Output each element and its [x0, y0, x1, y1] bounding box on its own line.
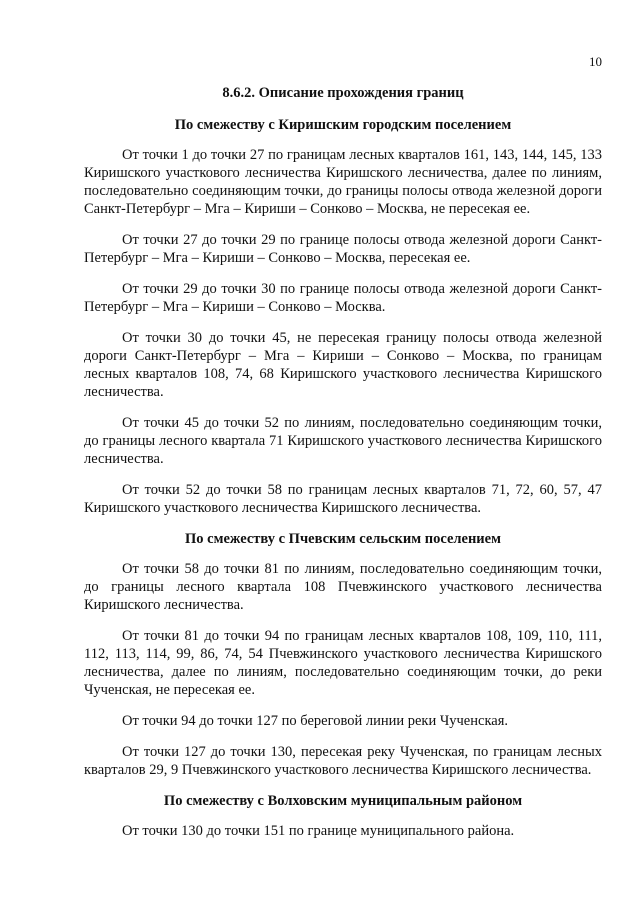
section-title: По смежеству с Киришским городским поселением: [174, 117, 512, 133]
paragraph: От точки 1 до точки 27 по границам лесных кварталов 161, 143, 144, 145, 133 Киришского участкового лесничества Киришского лесничества, далее по линиям, последовательно соединяющим точки, до границы полосы отвода железной дороги Санкт-Петербург – Мга – Кириши – Сонково – Москва, не пересекая ее.: [84, 147, 602, 217]
section-title: По смежеству с Волховским муниципальным районом: [163, 793, 523, 809]
paragraph: От точки 30 до точки 45, не пересекая границу полосы отвода железной дороги Санкт-Петербург – Мга – Кириши – Сонково – Москва, по границам лесных кварталов 108, 74, 68 Киришского участкового лесничества Киришского лесничества.: [84, 330, 602, 400]
section-volkhov: [84, 792, 602, 840]
paragraph: От точки 45 до точки 52 по линиям, последовательно соединяющим точки, до границы лесного квартала 71 Киришского участкового лесничества Киришского лесничества.: [84, 415, 602, 467]
section-kirishi: [84, 116, 602, 517]
section-title: По смежеству с Пчевским сельским поселением: [185, 531, 501, 547]
paragraph: От точки 52 до точки 58 по границам лесных кварталов 71, 72, 60, 57, 47 Киришского участкового лесничества Киришского лесничества.: [84, 482, 602, 516]
paragraph: От точки 81 до точки 94 по границам лесных кварталов 108, 109, 110, 111, 112, 113, 114, 99, 86, 74, 54 Пчевжинского участкового лесничества Киришского лесничества, далее по линиям, последовательно соединяющим точки, до реки Чученская, не пересекая ее.: [84, 628, 602, 698]
paragraph: От точки 127 до точки 130, пересекая реку Чученская, по границам лесных кварталов 29, 9 Пчевжинского участкового лесничества Киришского лесничества.: [84, 744, 602, 778]
section-pchevskoe: [84, 530, 602, 779]
paragraph: От точки 94 до точки 127 по береговой линии реки Чученская.: [122, 713, 508, 729]
paragraph: От точки 130 до точки 151 по границе муниципального района.: [122, 823, 515, 839]
paragraph: От точки 58 до точки 81 по линиям, последовательно соединяющим точки, до границы лесного квартала 108 Пчевжинского участкового лесничества Киришского лесничества.: [84, 561, 602, 613]
section-heading: 8.6.2. Описание прохождения границ: [222, 85, 464, 101]
paragraph: От точки 29 до точки 30 по границе полосы отвода железной дороги Санкт-Петербург – Мга – Кириши – Сонково – Москва.: [84, 281, 602, 315]
document-body: [84, 84, 602, 853]
page-number: 10: [589, 54, 602, 69]
paragraph: От точки 27 до точки 29 по границе полосы отвода железной дороги Санкт-Петербург – Мга – Кириши – Сонково – Москва, пересекая ее.: [84, 232, 602, 266]
